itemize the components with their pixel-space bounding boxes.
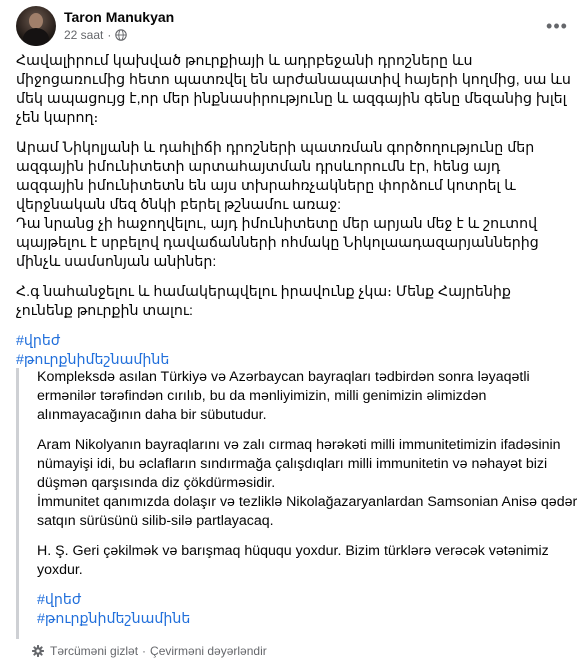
avatar[interactable] (16, 6, 56, 46)
author-name[interactable]: Taron Manukyan (64, 9, 175, 25)
translation-paragraph-2: Aram Nikolyanın bayraqlarını və zalı cırmaq hərəkəti milli immunitetimizin ifadəsinin nümayişi idi, bu əclafların sındırmağa çalışdıqları milli immunitetin və nəhayət bizi düşmən qarşısında diz çökdürməsidir. İmmunitet qanımızda dolaşır və tezliklə Nikolağazaryanlardan Samsonian Anisə qədər satqın sürüsünü silib-silə partlayacaq. (37, 437, 578, 529)
avatar-body (23, 28, 49, 46)
post-options-button[interactable] (543, 12, 571, 40)
post-meta (64, 28, 127, 42)
hide-translation-link[interactable]: Tərcüməni gizlət (50, 644, 139, 658)
translation-paragraph-1: Kompleksdə asılan Türkiyə və Azərbaycan bayraqları tədbirdən sonra ləyaqətli ermənilər tərəfindən cırılıb, bu da mənliyimizin, milli genimizin əlimizdən alınmayacağının daha bir sübutudur. (37, 369, 530, 423)
globe-icon[interactable] (115, 29, 127, 41)
more-horizontal-icon: ••• (546, 16, 568, 36)
hashtag-link[interactable]: #վրեժ (37, 592, 82, 608)
hashtag-link[interactable]: #թուրքնիմեշնամինե (37, 611, 191, 627)
post-body (16, 52, 571, 370)
footer-separator: · (142, 644, 147, 658)
hashtag-link[interactable]: #թուրքնիմեշնամինե (16, 352, 170, 368)
hashtag-link[interactable]: #վրեժ (16, 333, 61, 349)
translation-footer (32, 644, 267, 658)
translation-block (16, 368, 587, 639)
post-time[interactable]: 22 saat (64, 28, 104, 42)
avatar-head (29, 13, 43, 29)
post-paragraph-1: Հավալիրում կախված թուրքիայի և ադրբեջանի դրոշները ևս միջոցառումից հետո պատռվել են արժանապատիվ հայերի կողմից, սա ևս մեկ ապացույց է,որ մեր ինքնասիրությունը և ազգային գենը մեզանից խլել չեն կարող։ (16, 53, 571, 126)
translation-paragraph-3: H. Ş. Geri çəkilmək və barışmaq hüququ yoxdur. Bizim türklərə verəcək vətənimiz yoxdur. (37, 543, 549, 578)
translation-hashtags (37, 591, 587, 629)
post-paragraph-3: Հ.գ նահանջելու և համակերպվելու իրավունք չկա։ Մենք Հայրենիք չունենք թուրքին տալու: (16, 284, 511, 319)
post-header (16, 6, 571, 46)
post-paragraph-2: Արամ Նիկոլյանի և դահլիճի դրոշների պատռման գործողությունը մեր ազգային իմունիտետի արտահայտման դրսևորումն էր, հենց այդ ազգային իմունիտետն են այս տխրահռչակները փորձում կոտրել և վերջնական մեզ ծնկի բերել թշնամու առաջ: Դա նրանց չի հաջողվելու, այդ իմունիտետը մեր արյան մեջ է և շուտով պայթելու է սրբելով դավաճանների ոհմակը Նիկոլաադազարյաններից մինչև սամսոնյան անիներ: (16, 140, 539, 270)
gear-icon[interactable] (32, 645, 44, 657)
meta-separator: · (107, 28, 112, 42)
rate-translation-link[interactable]: Çevirməni dəyərləndir (150, 644, 267, 658)
post-hashtags (16, 332, 571, 370)
